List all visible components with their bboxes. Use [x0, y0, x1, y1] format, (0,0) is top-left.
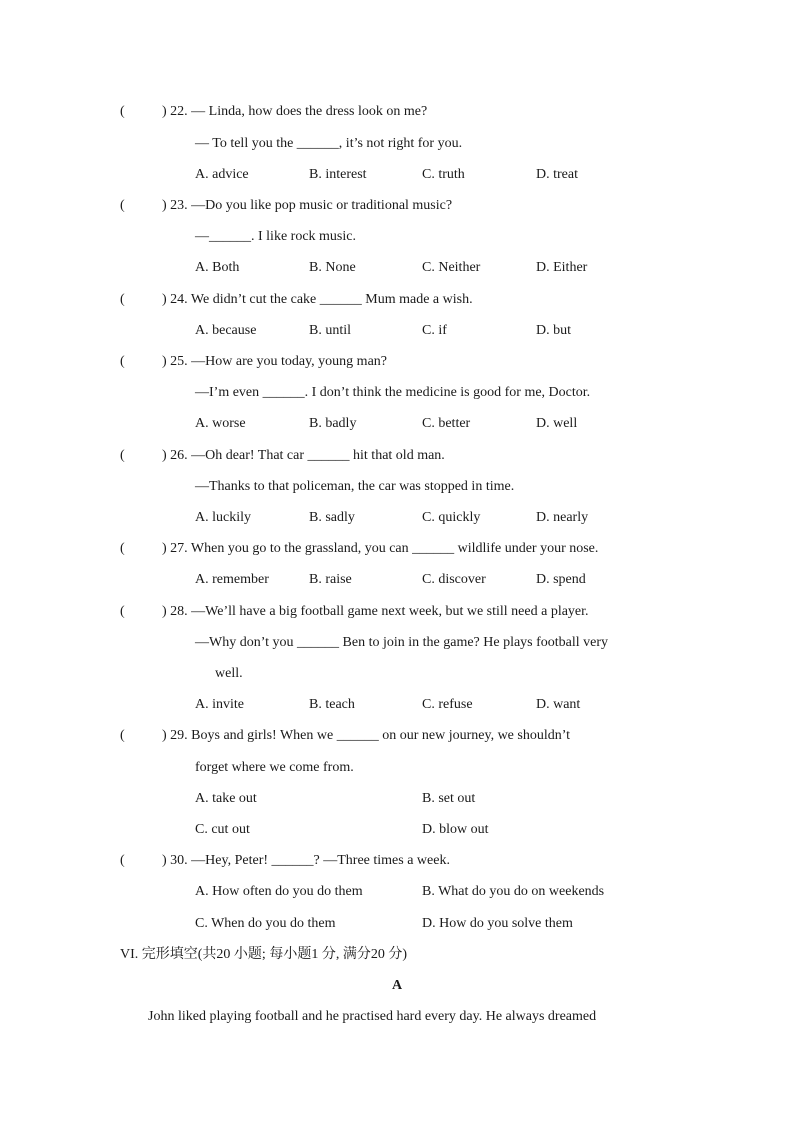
option-c: C. cut out — [195, 822, 250, 837]
option-c: C. refuse — [422, 697, 473, 712]
passage-label: A — [391, 978, 403, 993]
option-c: C. if — [422, 323, 447, 338]
option-a: A. advice — [195, 167, 249, 182]
option-d: D. well — [536, 416, 578, 431]
option-d: D. Either — [536, 260, 588, 275]
option-a: A. Both — [195, 260, 240, 275]
question-30: ( ) 30. —Hey, Peter! ______? —Three times a week. — [120, 853, 450, 868]
option-b: B. None — [309, 260, 356, 275]
question-29-line-2: forget where we come from. — [195, 760, 354, 775]
question-28-line-2: —Why don’t you ______ Ben to join in the game? He plays football very — [195, 635, 609, 650]
question-22: ( ) 22. — Linda, how does the dress look on me? — [120, 104, 428, 119]
answer-blank[interactable]: ( — [120, 853, 125, 868]
option-b: B. teach — [309, 697, 355, 712]
answer-blank[interactable]: ( — [120, 292, 125, 307]
option-d: D. nearly — [536, 510, 589, 525]
question-23-line-2: —______. I like rock music. — [195, 229, 356, 244]
option-a: A. How often do you do them — [195, 884, 363, 899]
question-22-line-2: — To tell you the ______, it’s not right for you. — [195, 136, 463, 151]
option-d: D. treat — [536, 167, 578, 182]
option-c: C. quickly — [422, 510, 481, 525]
option-c: C. Neither — [422, 260, 481, 275]
option-d: D. spend — [536, 572, 586, 587]
option-d: D. but — [536, 323, 571, 338]
option-b: B. What do you do on weekends — [422, 884, 605, 899]
option-a: A. because — [195, 323, 257, 338]
question-24: ( ) 24. We didn’t cut the cake ______ Mum made a wish. — [120, 292, 473, 307]
question-25: ( ) 25. —How are you today, young man? — [120, 354, 387, 369]
option-d: D. blow out — [422, 822, 489, 837]
option-c: C. discover — [422, 572, 486, 587]
question-28-line-3: well. — [215, 666, 243, 681]
option-a: A. worse — [195, 416, 246, 431]
option-b: B. set out — [422, 791, 476, 806]
option-a: A. invite — [195, 697, 244, 712]
option-d: D. How do you solve them — [422, 916, 573, 931]
answer-blank[interactable]: ( — [120, 198, 125, 213]
answer-blank[interactable]: ( — [120, 104, 125, 119]
option-a: A. remember — [195, 572, 269, 587]
question-26-line-2: —Thanks to that policeman, the car was stopped in time. — [195, 479, 515, 494]
option-c: C. truth — [422, 167, 465, 182]
option-a: A. luckily — [195, 510, 251, 525]
option-b: B. raise — [309, 572, 352, 587]
question-26: ( ) 26. —Oh dear! That car ______ hit that old man. — [120, 448, 445, 463]
question-25-line-2: —I’m even ______. I don’t think the medicine is good for me, Doctor. — [195, 385, 591, 400]
question-23: ( ) 23. —Do you like pop music or traditional music? — [120, 198, 453, 213]
option-b: B. badly — [309, 416, 357, 431]
option-b: B. until — [309, 323, 352, 338]
option-b: B. sadly — [309, 510, 355, 525]
section-title: VI. 完形填空(共20 小题; 每小题1 分, 满分20 分) — [120, 947, 407, 962]
option-c: C. When do you do them — [195, 916, 336, 931]
answer-blank[interactable]: ( — [120, 604, 125, 619]
question-28: ( ) 28. —We’ll have a big football game next week, but we still need a player. — [120, 604, 589, 619]
answer-blank[interactable]: ( — [120, 354, 125, 369]
question-29: ( ) 29. Boys and girls! When we ______ on our new journey, we shouldn’t — [120, 728, 571, 743]
option-d: D. want — [536, 697, 581, 712]
passage-text: John liked playing football and he practised hard every day. He always dreamed — [148, 1009, 597, 1024]
option-c: C. better — [422, 416, 471, 431]
answer-blank[interactable]: ( — [120, 728, 125, 743]
option-a: A. take out — [195, 791, 257, 806]
answer-blank[interactable]: ( — [120, 448, 125, 463]
option-b: B. interest — [309, 167, 367, 182]
question-27: ( ) 27. When you go to the grassland, you can ______ wildlife under your nose. — [120, 541, 599, 556]
answer-blank[interactable]: ( — [120, 541, 125, 556]
